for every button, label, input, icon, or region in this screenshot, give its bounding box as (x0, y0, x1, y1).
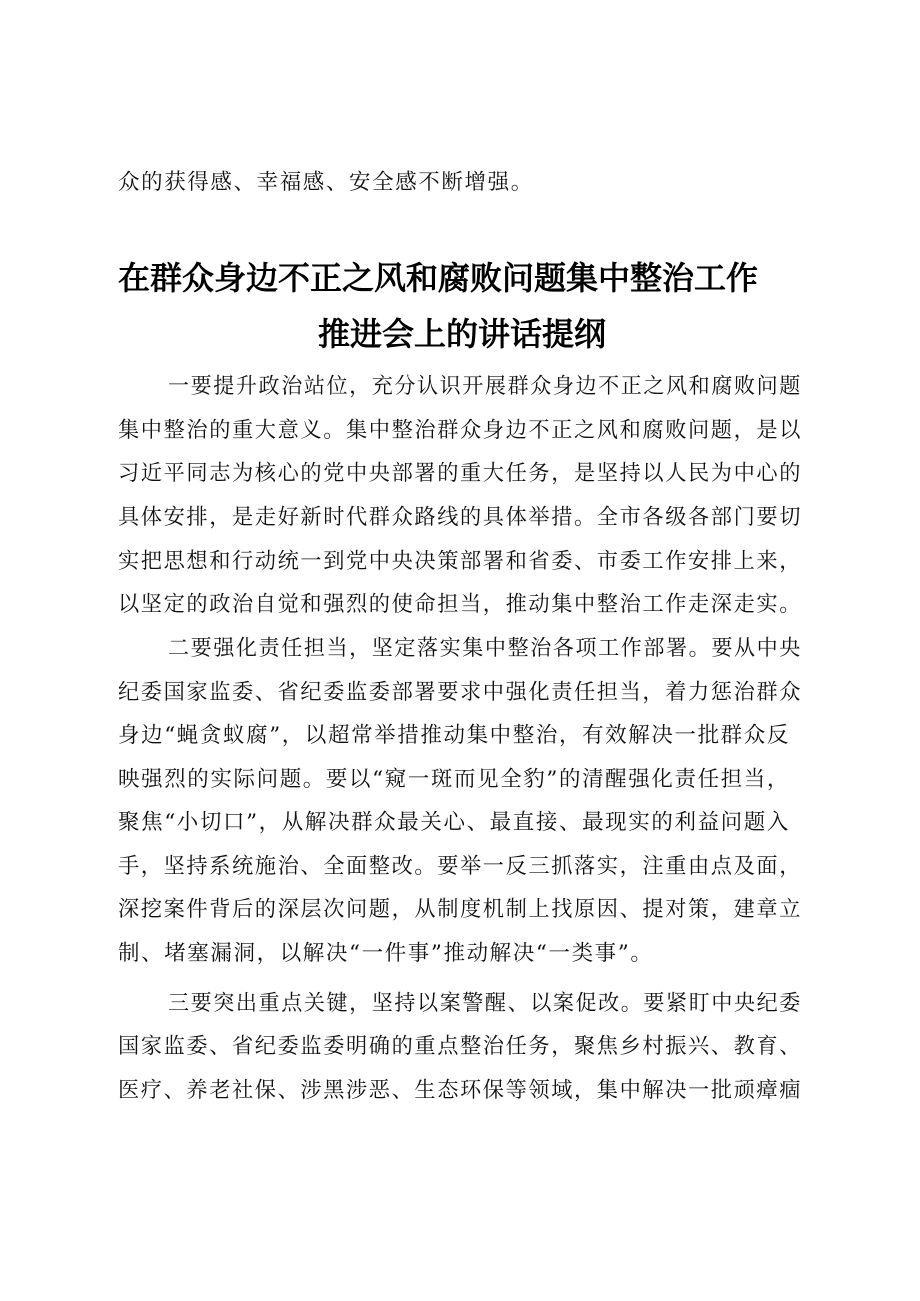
paragraph-line: 聚焦“小切口”，从解决群众最关心、最直接、最现实的利益问题入 (118, 810, 790, 835)
paragraph-line: 纪委国家监委、省纪委监委部署要求中强化责任担当，着力惩治群众 (118, 680, 803, 705)
paragraph-line: 身边“蝇贪蚁腐”，以超常举措推动集中整治，有效解决一批群众反 (118, 723, 790, 748)
paragraph-line: 习近平同志为核心的党中央部署的重大任务，是坚持以人民为中心的 (118, 461, 803, 486)
title-line-2: 推进会上的讲话提纲 (318, 315, 607, 353)
carryover-line: 众的获得感、幸福感、安全感不断增强。 (118, 170, 534, 195)
paragraph-line: 深挖案件背后的深层次问题，从制度机制上找原因、提对策，建章立 (118, 897, 803, 922)
paragraph-line: 手，坚持系统施治、全面整改。要举一反三抓落实，注重由点及面， (118, 854, 803, 879)
paragraph-line: 具体安排，是走好新时代群众路线的具体举措。全市各级各部门要切 (118, 505, 803, 530)
paragraph-line: 国家监委、省纪委监委明确的重点整治任务，聚焦乡村振兴、教育、 (118, 1034, 803, 1059)
paragraph-line: 医疗、养老社保、涉黑涉恶、生态环保等领域，集中解决一批顽瘴痼 (118, 1078, 803, 1103)
paragraph-line: 以坚定的政治自觉和强烈的使命担当，推动集中整治工作走深走实。 (118, 592, 803, 617)
paragraph-line: 一要提升政治站位，充分认识开展群众身边不正之风和腐败问题 (168, 374, 802, 399)
title-line-1: 在群众身边不正之风和腐败问题集中整治工作 (118, 259, 759, 297)
paragraph-line: 三要突出重点关键，坚持以案警醒、以案促改。要紧盯中央纪委 (168, 991, 802, 1016)
paragraph-line: 二要强化责任担当，坚定落实集中整治各项工作部署。要从中央 (168, 636, 802, 661)
paragraph-line: 集中整治的重大意义。集中整治群众身边不正之风和腐败问题，是以 (118, 418, 803, 443)
paragraph-line: 映强烈的实际问题。要以“窥一斑而见全豹”的清醒强化责任担当， (118, 767, 790, 792)
paragraph-line: 制、堵塞漏洞，以解决“一件事”推动解决“一类事”。 (118, 941, 654, 966)
paragraph-line: 实把思想和行动统一到党中央决策部署和省委、市委工作安排上来， (118, 549, 803, 574)
